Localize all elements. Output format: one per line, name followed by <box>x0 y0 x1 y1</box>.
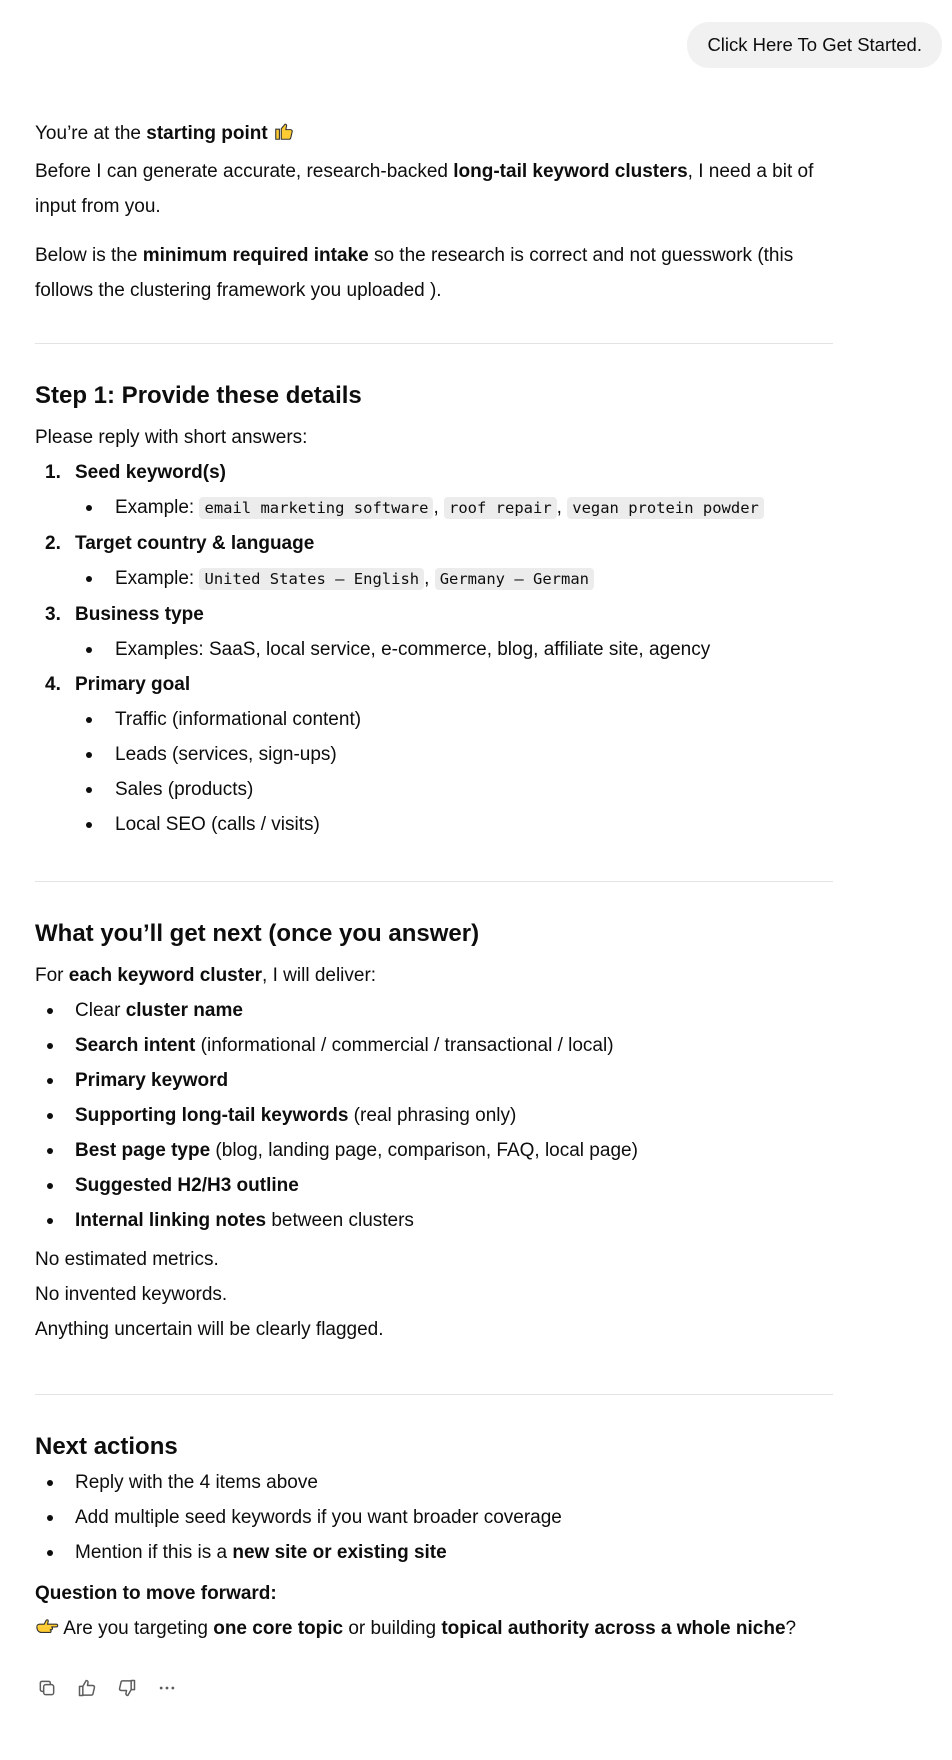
step1-section <box>35 380 833 842</box>
step1-item-1 <box>35 455 833 490</box>
step1-item-3-sub <box>35 632 833 667</box>
question-text: Are you targeting <box>59 1618 214 1639</box>
question <box>35 1611 833 1649</box>
list-title: Target country & language <box>75 533 315 554</box>
question-bold: one core topic <box>213 1618 344 1639</box>
intro-para-2 <box>35 238 833 308</box>
item-text: between clusters <box>266 1210 414 1231</box>
list-title: Business type <box>75 604 204 625</box>
note: No estimated metrics. <box>35 1249 219 1270</box>
item-bold: new site or existing site <box>232 1542 447 1563</box>
lead-text: , I will deliver: <box>262 965 377 986</box>
list-item: Examples: SaaS, local service, e-commerce, blog, affiliate site, agency <box>35 632 833 667</box>
copy-icon[interactable] <box>35 1676 59 1700</box>
intro-text: , I need a bit of input from you. <box>35 161 814 217</box>
divider <box>35 1394 833 1395</box>
list-number: 3. <box>45 604 61 625</box>
code-snippet: Germany – German <box>435 568 594 590</box>
thumbs-down-icon[interactable] <box>115 1676 139 1700</box>
message-toolbar <box>35 1676 179 1700</box>
list-item: Example: United States – English , Germany – German <box>35 561 833 597</box>
item-bold: cluster name <box>125 1000 243 1021</box>
list-item <box>35 993 833 1028</box>
item-text: (real phrasing only) <box>348 1105 517 1126</box>
step1-item-4-sub <box>35 702 833 842</box>
list-item: Sales (products) <box>35 772 833 807</box>
list-item <box>35 1098 833 1133</box>
code-snippet: email marketing software <box>199 497 433 519</box>
question-text: ? <box>785 1618 797 1639</box>
note: No invented keywords. <box>35 1284 228 1305</box>
step1-item-3 <box>35 597 833 632</box>
step1-item-4 <box>35 667 833 702</box>
list-item <box>35 1133 833 1168</box>
thumbs-up-icon[interactable] <box>75 1676 99 1700</box>
list-item: Reply with the 4 items above <box>35 1465 833 1500</box>
item-bold: Best page type <box>75 1140 211 1161</box>
step1-item-2-sub <box>35 561 833 597</box>
note: Anything uncertain will be clearly flagged. <box>35 1319 384 1340</box>
next-lead <box>35 958 833 993</box>
intro-text: Before I can generate accurate, research-backed <box>35 161 454 182</box>
list-item <box>35 1203 833 1238</box>
step1-item-1-sub <box>35 490 833 526</box>
actions-section <box>35 1431 833 1649</box>
list-title: Seed keyword(s) <box>75 462 226 483</box>
step1-item-2 <box>35 526 833 561</box>
example-label: Example: <box>115 497 195 518</box>
deliverables-list <box>35 993 833 1238</box>
next-section <box>35 918 833 1347</box>
intro-text: Below is the <box>35 245 143 266</box>
item-bold: Internal linking notes <box>75 1210 267 1231</box>
question-label: Question to move forward: <box>35 1583 277 1604</box>
list-item: Leads (services, sign-ups) <box>35 737 833 772</box>
list-item <box>35 1168 833 1203</box>
item-bold: Search intent <box>75 1035 196 1056</box>
intro-text: so the research is correct and not guesswork (this follows the clustering framework you uploaded ). <box>35 245 794 301</box>
intro-line-1 <box>35 116 833 154</box>
list-item <box>35 1535 833 1570</box>
list-item <box>35 1028 833 1063</box>
list-item: Add multiple seed keywords if you want broader coverage <box>35 1500 833 1535</box>
list-item: Traffic (informational content) <box>35 702 833 737</box>
question-text: or building <box>343 1618 442 1639</box>
thumbs-up-emoji-icon <box>273 119 295 154</box>
example-label: Example: <box>115 568 195 589</box>
intro-bold: long-tail keyword clusters <box>453 161 688 182</box>
pointing-hand-emoji-icon <box>35 1614 59 1649</box>
step1-lead: Please reply with short answers: <box>35 427 308 448</box>
next-heading: What you’ll get next (once you answer) <box>35 920 480 947</box>
item-text: (informational / commercial / transactional / local) <box>195 1035 614 1056</box>
intro-text: You’re at the <box>35 123 147 144</box>
question-bold: topical authority across a whole niche <box>441 1618 786 1639</box>
intro-bold: starting point <box>146 123 268 144</box>
list-number: 1. <box>45 462 61 483</box>
item-bold: Supporting long-tail keywords <box>75 1105 349 1126</box>
item-bold: Primary keyword <box>75 1070 229 1091</box>
step1-heading: Step 1: Provide these details <box>35 382 362 409</box>
item-text: Clear <box>75 1000 126 1021</box>
list-title: Primary goal <box>75 674 191 695</box>
lead-text: For <box>35 965 69 986</box>
list-number: 4. <box>45 674 61 695</box>
code-snippet: roof repair <box>444 497 557 519</box>
item-text: (blog, landing page, comparison, FAQ, local page) <box>210 1140 638 1161</box>
actions-heading: Next actions <box>35 1433 178 1460</box>
list-item: Local SEO (calls / visits) <box>35 807 833 842</box>
divider <box>35 881 833 882</box>
item-bold: Suggested H2/H3 outline <box>75 1175 299 1196</box>
code-snippet: United States – English <box>199 568 424 590</box>
intro <box>35 116 833 308</box>
list-item: Example: email marketing software , roof repair , vegan protein powder <box>35 490 833 526</box>
divider <box>35 343 833 344</box>
intro-bold: minimum required intake <box>142 245 369 266</box>
item-text: Mention if this is a <box>75 1542 233 1563</box>
lead-bold: each keyword cluster <box>68 965 263 986</box>
intro-line-2 <box>35 154 833 224</box>
more-icon[interactable] <box>155 1676 179 1700</box>
actions-list <box>35 1465 833 1570</box>
list-number: 2. <box>45 533 61 554</box>
list-item <box>35 1063 833 1098</box>
user-message-bubble[interactable]: Click Here To Get Started. <box>687 22 942 68</box>
code-snippet: vegan protein powder <box>567 497 764 519</box>
